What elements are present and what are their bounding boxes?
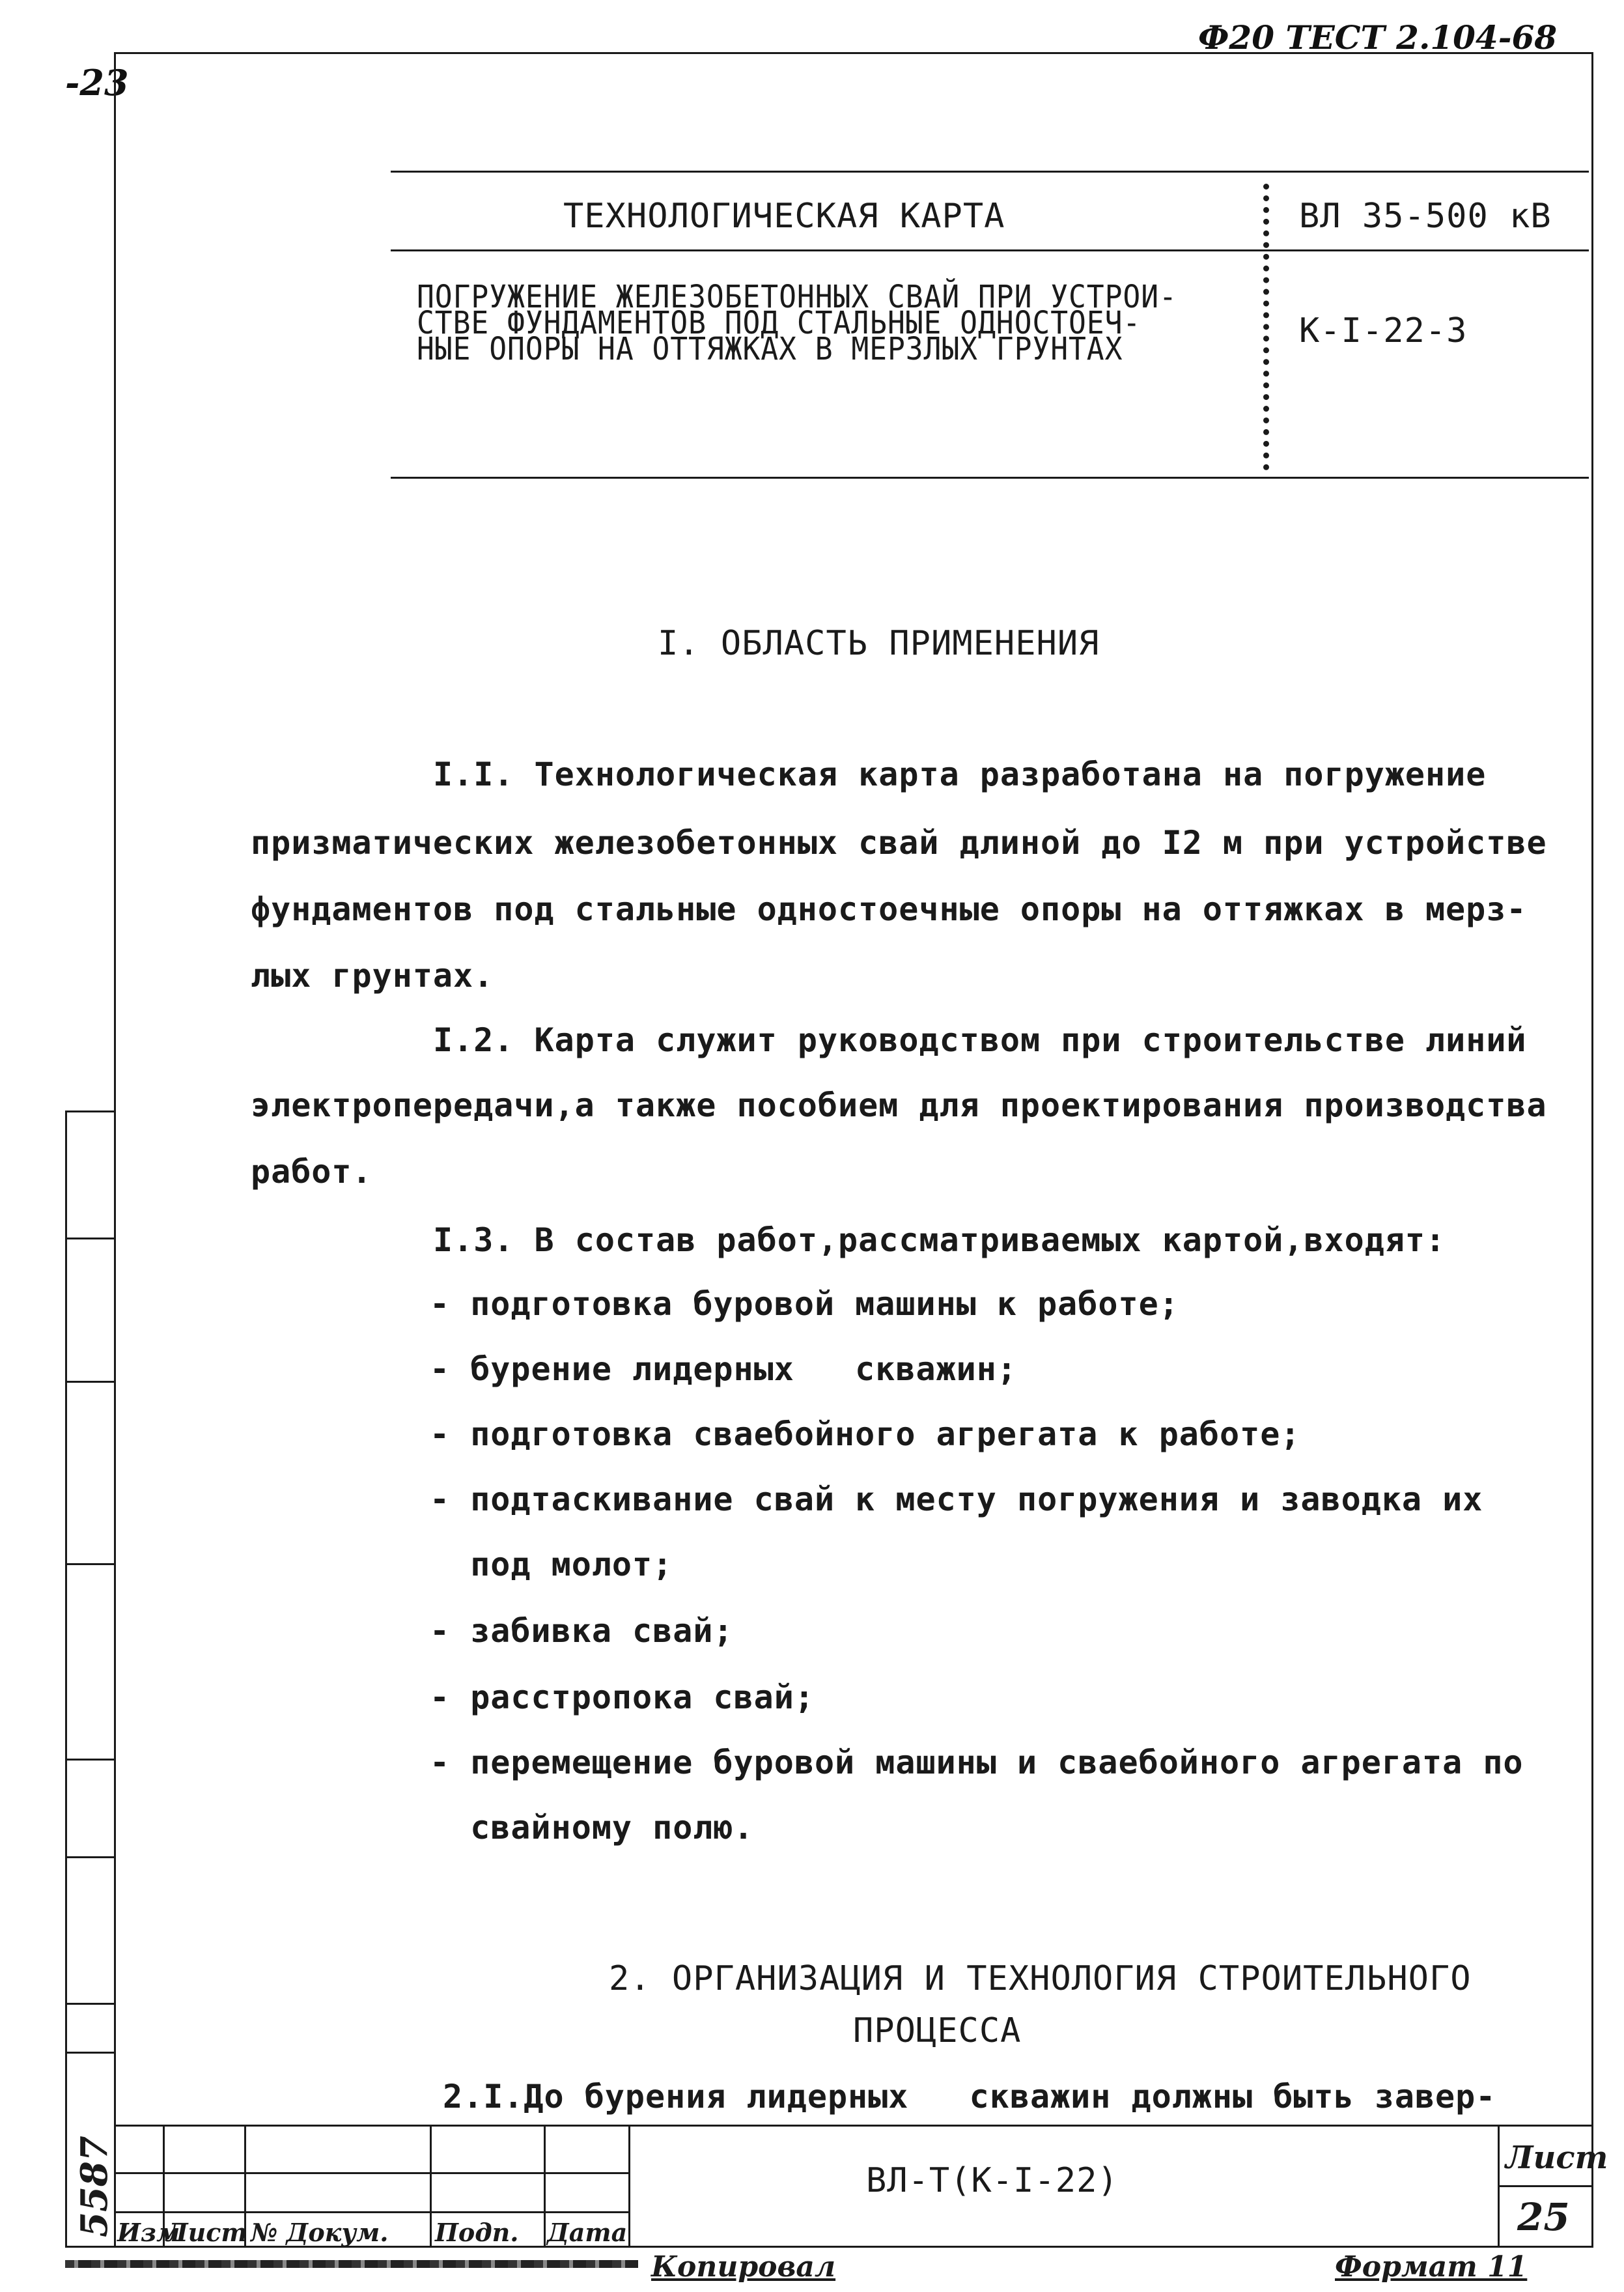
format-label: Формат 11 <box>1335 2250 1528 2284</box>
side-strip-sep <box>65 2003 116 2005</box>
list-item: - перемещение буровой машины и сваебойного агрегата по <box>430 1744 1524 1781</box>
list-item: - подготовка буровой машины к работе; <box>430 1285 1179 1323</box>
list-item: - расстропока свай; <box>430 1678 815 1716</box>
section2-heading-line1: 2. ОРГАНИЗАЦИЯ И ТЕХНОЛОГИЯ СТРОИТЕЛЬНОГО <box>609 1959 1472 1998</box>
stamp-sheet-rule <box>1498 2185 1592 2187</box>
side-strip-sep <box>65 1856 116 1858</box>
title-voltage: ВЛ 35-500 кВ <box>1299 197 1552 236</box>
scan-edge-bar <box>65 2260 638 2268</box>
frame-right <box>1591 52 1593 2247</box>
stamp-row-rule <box>114 2172 628 2174</box>
stamp-col-doc: № Докум. <box>251 2218 389 2247</box>
list-item: - забивка свай; <box>430 1612 734 1650</box>
title-subject-line: НЫЕ ОПОРЫ НА ОТТЯЖКАХ В МЕРЗЛЫХ ГРУНТАХ <box>417 331 1123 367</box>
paragraph-line: I.2. Карта служит руководством при строительстве линий <box>433 1021 1527 1059</box>
section2-heading-line2: ПРОЦЕССА <box>853 2011 1022 2050</box>
stamp-col-list: Лист <box>166 2218 247 2247</box>
stamp-col-rule <box>628 2125 630 2247</box>
title-rule-mid <box>391 249 1589 251</box>
title-subject <box>417 279 1177 367</box>
top-right-stamp: Ф20 ТЕСТ 2.104-68 <box>1198 18 1558 57</box>
paragraph-line: лых грунтах. <box>251 957 494 995</box>
page-corner-number: -23 <box>65 62 129 104</box>
section1-p3-intro: I.3. В состав работ,рассматриваемых картой,входят: <box>433 1221 1446 1259</box>
stamp-top-rule <box>114 2125 1592 2127</box>
paragraph-line: призматических железобетонных свай длиной до I2 м при устройстве <box>251 824 1547 862</box>
paragraph-line: электропередачи,а также пособием для проектирования производства <box>251 1086 1547 1124</box>
stamp-row-rule <box>114 2211 628 2213</box>
stamp-col-rule <box>430 2125 432 2247</box>
side-strip-sep <box>65 1563 116 1565</box>
side-strip-sep <box>65 2052 116 2054</box>
stamp-col-rule <box>1498 2125 1500 2247</box>
side-strip-top <box>65 1111 116 1112</box>
side-strip-sep <box>65 1238 116 1239</box>
copied-by-label: Копировал <box>651 2250 836 2284</box>
section2-p1: 2.I.До бурения лидерных скважин должны быть завер- <box>443 2078 1496 2115</box>
title-dotted-divider <box>1263 184 1269 470</box>
stamp-col-sign: Подп. <box>435 2218 519 2247</box>
paragraph-line: фундаментов под стальные одностоечные опоры на оттяжках в мерз- <box>251 890 1527 928</box>
side-strip-inner <box>114 1111 116 2247</box>
side-strip-sep <box>65 1381 116 1383</box>
paragraph-line: работ. <box>251 1153 372 1191</box>
stamp-col-rule <box>544 2125 546 2247</box>
title-header: ТЕХНОЛОГИЧЕСКАЯ КАРТА <box>563 197 1005 236</box>
stamp-doc-code: ВЛ-Т(К-I-22) <box>866 2161 1119 2200</box>
stamp-sheet-number: 25 <box>1517 2195 1570 2239</box>
title-rule-bottom <box>391 477 1589 479</box>
title-rule-top <box>391 171 1589 173</box>
frame-top <box>114 52 1592 54</box>
list-item: - подготовка сваебойного агрегата к работе; <box>430 1415 1301 1453</box>
stamp-col-izm: Изм <box>117 2218 180 2247</box>
stamp-col-date: Дата <box>547 2218 628 2247</box>
section1-heading: I. ОБЛАСТЬ ПРИМЕНЕНИЯ <box>658 624 1100 663</box>
list-item: свайному полю. <box>430 1809 754 1846</box>
side-strip-sep <box>65 1759 116 1761</box>
list-item: - подтаскивание свай к месту погружения и заводка их <box>430 1480 1483 1518</box>
stamp-sheet-label: Лист <box>1505 2140 1608 2176</box>
title-code: К-I-22-3 <box>1299 311 1468 350</box>
list-item: под молот; <box>430 1546 673 1583</box>
side-strip-outer <box>65 1111 67 2247</box>
paragraph-line: I.I. Технологическая карта разработана на погружение <box>433 756 1487 793</box>
list-item: - бурение лидерных скважин; <box>430 1350 1017 1388</box>
side-strip-inv-number: 5587 <box>73 2136 116 2237</box>
title-subject-line: СТВЕ ФУНДАМЕНТОВ ПОД СТАЛЬНЫЕ ОДНОСТОЕЧ- <box>417 305 1141 341</box>
title-subject-line: ПОГРУЖЕНИЕ ЖЕЛЕЗОБЕТОННЫХ СВАЙ ПРИ УСТРОИ- <box>417 279 1177 315</box>
